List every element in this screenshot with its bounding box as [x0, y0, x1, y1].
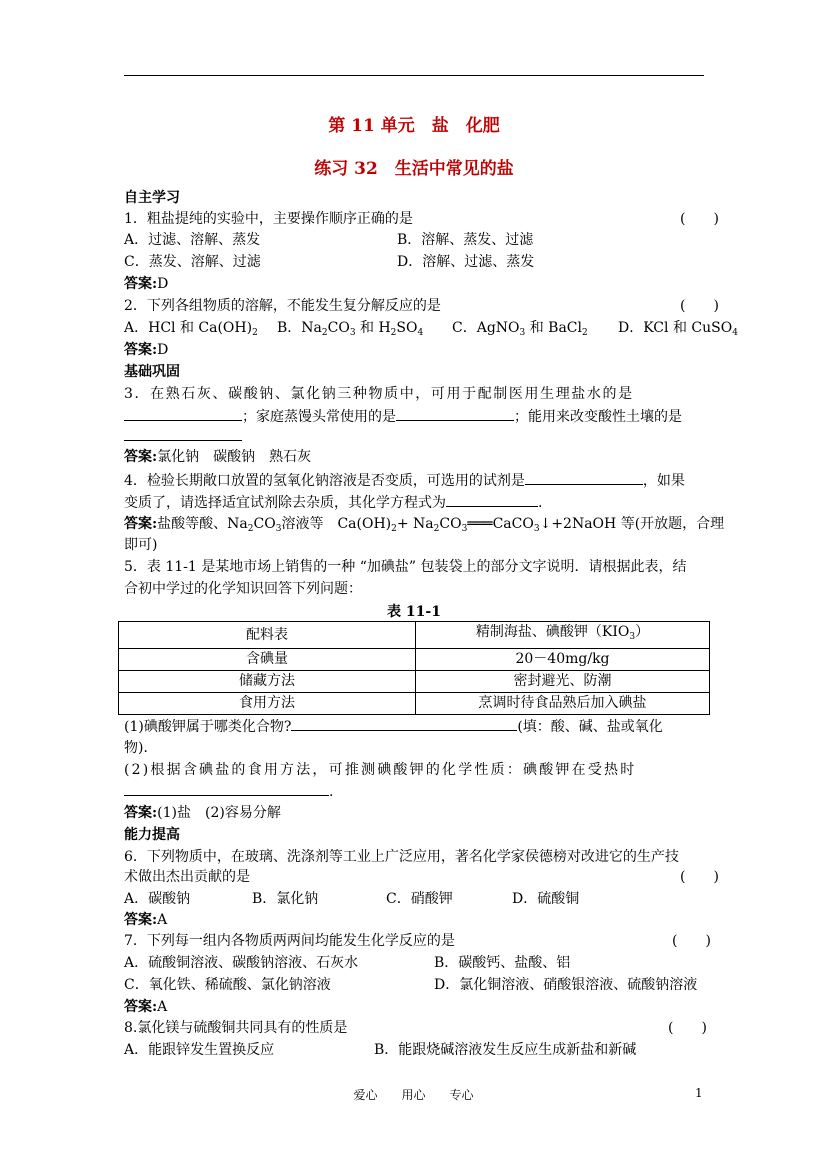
page-footer: 爱心 用心 专心 [353, 1088, 474, 1102]
salt-label-table [118, 621, 710, 715]
option-a: A．过滤、溶解、蒸发 [124, 232, 261, 248]
answer-label: 答案: [124, 805, 158, 821]
question-1-stem: 1．粗盐提纯的实验中，主要操作顺序正确的是 [124, 211, 413, 227]
answer-parentheses: ( ) [680, 298, 719, 314]
answer-line [124, 274, 168, 294]
question-5-line1: 5．表 11-1 是某地市场上销售的一种 “加碘盐” 包装袋上的部分文字说明．请根据此表，结 [124, 559, 687, 575]
option-c: C．硝酸钾 [386, 891, 453, 907]
question-8-stem: 8.氯化镁与硫酸铜共同具有的性质是 [124, 1020, 348, 1036]
blank[interactable] [291, 716, 517, 731]
answer-label: 答案: [124, 516, 158, 532]
unit-title: 第 11 单元 盐 化肥 [328, 116, 500, 136]
table-row [119, 649, 710, 671]
option-c: C．蒸发、溶解、过滤 [124, 254, 261, 270]
blank[interactable] [446, 492, 538, 507]
option-d: D．溶解、过滤、蒸发 [397, 254, 535, 270]
answer-value: (1)盐 (2)容易分解 [157, 805, 281, 821]
table-cell: 储藏方法 [119, 671, 416, 693]
option-b: B．溶解、蒸发、过滤 [397, 232, 534, 248]
table-cell: 配料表 [119, 622, 416, 649]
question-4-line1: 4．检验长期敞口放置的氢氧化钠溶液是否变质，可选用的试剂是 ，如果 [124, 470, 685, 491]
answer-value: A [157, 999, 168, 1015]
option-a: A．硫酸铜溶液、碳酸钠溶液、石灰水 [124, 955, 359, 971]
question-2-stem: 2．下列各组物质的溶解，不能发生复分解反应的是 [124, 298, 441, 314]
option-d: D．硫酸铜 [512, 891, 580, 907]
question-5-sub1: (1)碘酸钾属于哪类化合物? (填：酸、碱、盐或氧化 [124, 716, 663, 737]
table-cell: 精制海盐、碘酸钾$(KIO_3)$ [416, 622, 710, 649]
answer-value: A [157, 912, 168, 928]
answer-line [124, 447, 311, 467]
option-a: A．能跟锌发生置换反应 [124, 1042, 275, 1058]
option-a: A．碳酸钠 [124, 891, 191, 907]
question-4-line2: 变质了，请选择适宜试剂除去杂质，其化学方程式为 . [124, 492, 542, 513]
question-3-blanks: ；家庭蒸馒头常使用的是 ；能用来改变酸性土壤的是 [124, 406, 682, 427]
question-6-line1: 6．下列物质中，在玻璃、洗涤剂等工业上广泛应用，著名化学家侯德榜对改进它的生产技 [124, 849, 679, 865]
question-3-stem: 3．在熟石灰、碳酸钠、氯化钠三种物质中，可用于配制医用生理盐水的是 [124, 386, 634, 402]
question-5-sub2: (2)根据含碘盐的食用方法，可推测碘酸钾的化学性质：碘酸钾在受热时 [124, 762, 637, 778]
table-cell: 烹调时待食品熟后加入碘盐 [416, 693, 710, 715]
answer-line [124, 910, 167, 930]
section-heading: 基础巩固 [124, 364, 180, 380]
option-d: D．氯化铜溶液、硝酸银溶液、硫酸钠溶液 [434, 977, 698, 993]
answer-parentheses: ( ) [680, 869, 719, 885]
section-heading: 自主学习 [124, 190, 180, 206]
answer-label: 答案: [124, 276, 158, 292]
option-b: B．$Na_2CO_3$ 和 $H_2SO_4$ [277, 320, 424, 338]
answer-continued: 即可) [124, 537, 158, 553]
section-heading: 能力提高 [124, 827, 180, 843]
blank[interactable] [396, 406, 514, 421]
blank[interactable] [124, 406, 242, 421]
option-c: C．AgNO$_3$ 和 BaCl$_2$ [452, 320, 588, 338]
table-row [119, 622, 710, 649]
question-3-blank-line [124, 426, 242, 447]
table-row [119, 693, 710, 715]
answer-label: 答案: [124, 912, 158, 928]
answer-line [124, 803, 281, 823]
answer-line: 答案:盐酸等酸、$Na_2CO_3$溶液等 $Ca(OH)_2+$ $Na_2CO_3═══CaCO_3↓+2NaOH$ 等(开放题，合理 [124, 516, 725, 534]
header-rule [124, 75, 704, 76]
blank[interactable] [525, 470, 643, 485]
question-5-sub1-cont: 物)． [124, 740, 158, 756]
answer-value: D [157, 342, 169, 358]
table-caption: 表 11-1 [387, 604, 441, 620]
option-a: A．HCl 和 $Ca(OH)_2$ [124, 320, 258, 338]
question-6-line2: 术做出杰出贡献的是 [124, 869, 250, 885]
answer-parentheses: ( ) [680, 211, 719, 227]
answer-label: 答案: [124, 342, 158, 358]
option-c: C．氧化铁、稀硫酸、氯化钠溶液 [124, 977, 331, 993]
table-cell: 密封避光、防潮 [416, 671, 710, 693]
question-7-stem: 7．下列每一组内各物质两两间均能发生化学反应的是 [124, 933, 455, 949]
option-b: B．氯化钠 [252, 891, 319, 907]
exercise-title: 练习 32 生活中常见的盐 [314, 159, 514, 179]
option-d: D．KCl 和 CuSO$_4$ [618, 320, 738, 338]
question-5-sub2-blank: . [124, 781, 333, 802]
option-b: B．碳酸钙、盐酸、铝 [434, 955, 571, 971]
answer-parentheses: ( ) [672, 933, 711, 949]
answer-parentheses: ( ) [668, 1020, 707, 1036]
option-b: B．能跟烧碱溶液发生反应生成新盐和新碱 [374, 1042, 637, 1058]
question-5-line2: 合初中学过的化学知识回答下列问题： [124, 581, 362, 597]
answer-label: 答案: [124, 449, 158, 465]
page-number: 1 [695, 1086, 703, 1100]
table-cell: 含碘量 [119, 649, 416, 671]
answer-label: 答案: [124, 999, 158, 1015]
answer-value: D [157, 276, 169, 292]
table-cell: 食用方法 [119, 693, 416, 715]
answer-line [124, 340, 168, 360]
blank[interactable] [124, 781, 329, 796]
answer-value: 氯化钠 碳酸钠 熟石灰 [157, 449, 312, 465]
table-cell: 20－40mg/kg [416, 649, 710, 671]
blank[interactable] [124, 426, 242, 441]
table-row [119, 671, 710, 693]
answer-line [124, 997, 167, 1017]
